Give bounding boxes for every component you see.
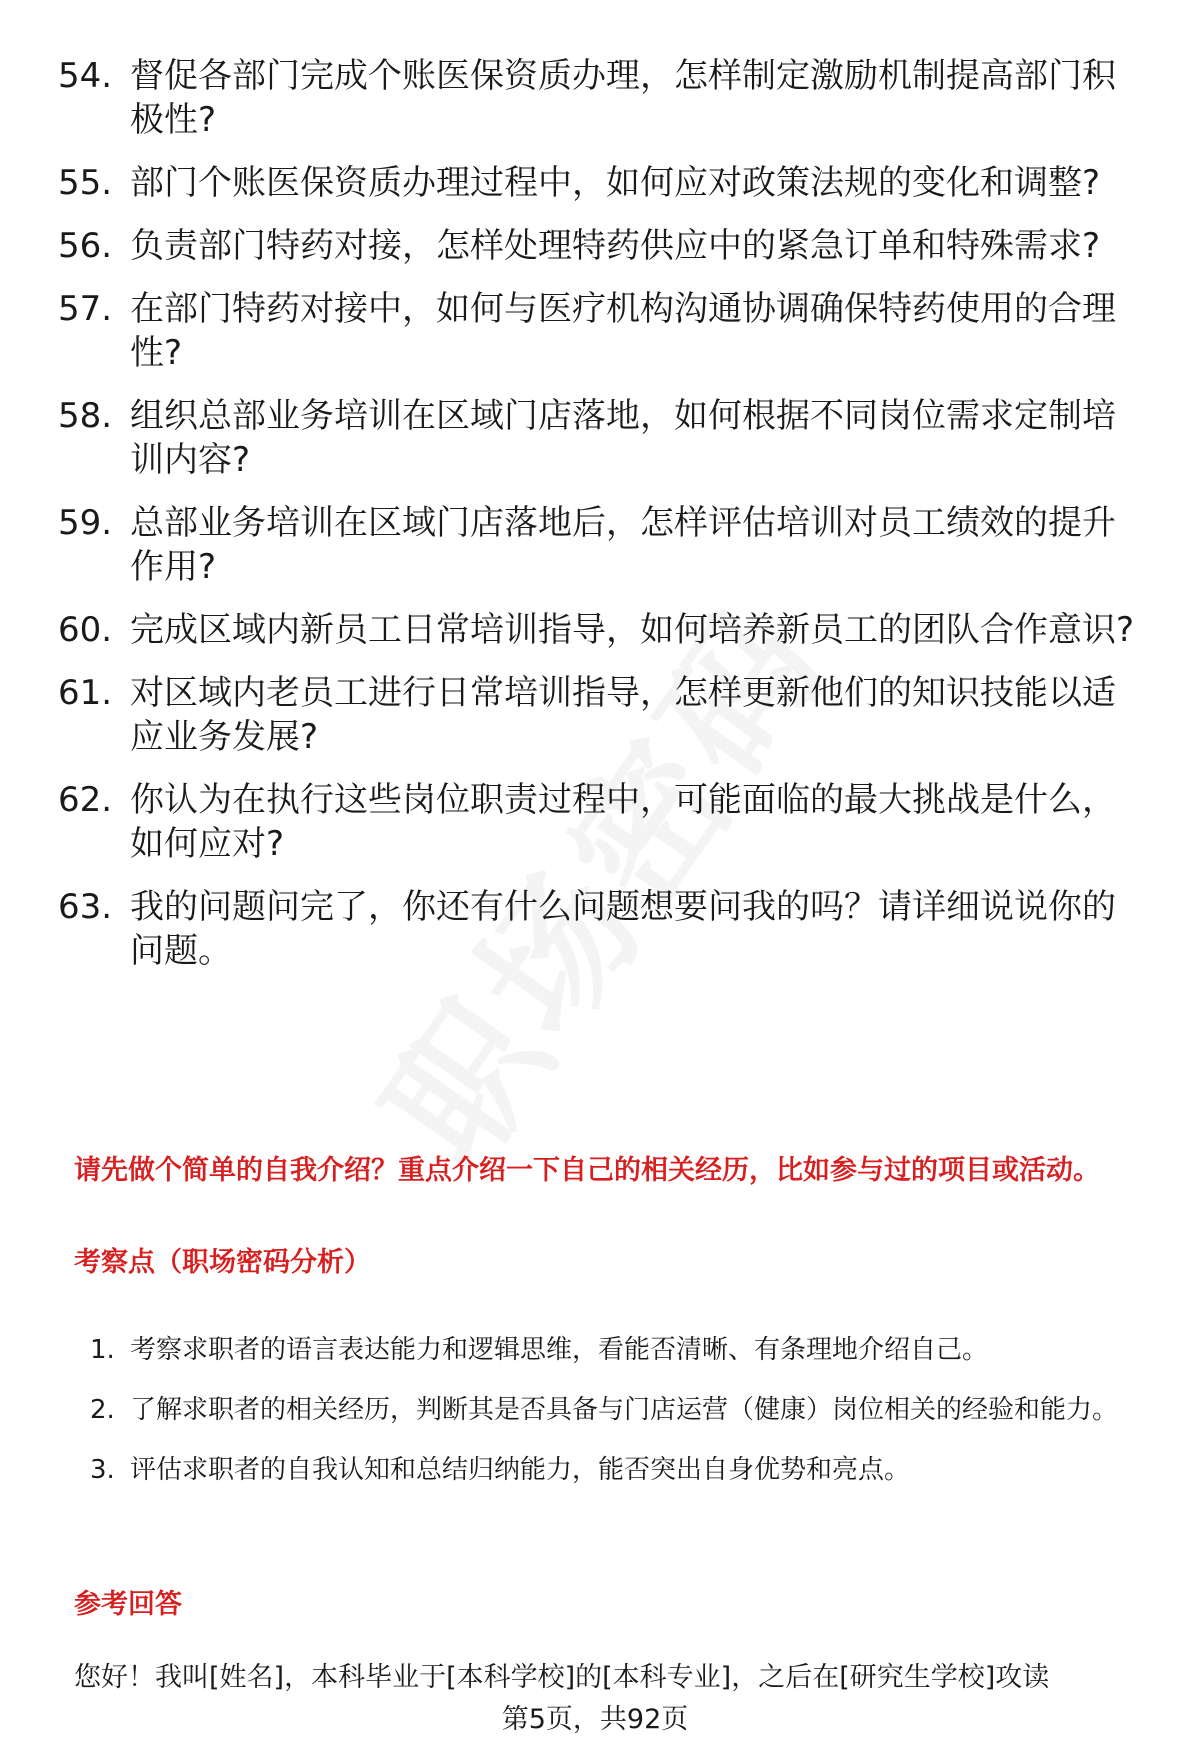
question-item <box>58 224 1148 268</box>
question-item <box>58 287 1148 375</box>
question-text: 在部门特药对接中，如何与医疗机构沟通协调确保特药使用的合理性? <box>130 289 1116 373</box>
point-number: 2. <box>90 1395 115 1425</box>
question-number: 56. <box>58 226 113 266</box>
question-number: 57. <box>58 289 113 329</box>
assessment-point <box>90 1320 1160 1380</box>
question-number: 58. <box>58 396 113 436</box>
assessment-points-title: 考察点（职场密码分析） <box>74 1247 371 1278</box>
question-number: 63. <box>58 887 113 927</box>
point-number: 1. <box>90 1335 115 1365</box>
question-number: 62. <box>58 780 113 820</box>
question-item <box>58 608 1148 652</box>
question-number: 59. <box>58 503 113 543</box>
question-list <box>58 54 1148 992</box>
question-number: 60. <box>58 610 113 650</box>
point-text: 了解求职者的相关经历，判断其是否具备与门店运营（健康）岗位相关的经验和能力。 <box>130 1395 1119 1425</box>
question-text: 组织总部业务培训在区域门店落地，如何根据不同岗位需求定制培训内容? <box>130 396 1116 480</box>
intro-question-heading: 请先做个简单的自我介绍？重点介绍一下自己的相关经历，比如参与过的项目或活动。 <box>74 1155 1100 1186</box>
question-text: 对区域内老员工进行日常培训指导，怎样更新他们的知识技能以适应业务发展? <box>130 673 1116 757</box>
question-item <box>58 885 1148 973</box>
page-footer: 第5页，共92页 <box>501 1704 689 1735</box>
question-text: 完成区域内新员工日常培训指导，如何培养新员工的团队合作意识? <box>130 610 1135 650</box>
question-text: 部门个账医保资质办理过程中，如何应对政策法规的变化和调整? <box>130 163 1101 203</box>
question-item <box>58 394 1148 482</box>
question-text: 我的问题问完了，你还有什么问题想要问我的吗？请详细说说你的问题。 <box>130 887 1116 971</box>
question-text: 总部业务培训在区域门店落地后，怎样评估培训对员工绩效的提升作用? <box>130 503 1116 587</box>
reference-answer-title: 参考回答 <box>74 1589 182 1620</box>
assessment-points-list <box>90 1320 1160 1500</box>
question-item <box>58 671 1148 759</box>
point-number: 3. <box>90 1455 115 1485</box>
assessment-point <box>90 1440 1160 1500</box>
question-text: 督促各部门完成个账医保资质办理，怎样制定激励机制提高部门积极性? <box>130 56 1116 140</box>
question-text: 负责部门特药对接，怎样处理特药供应中的紧急订单和特殊需求? <box>130 226 1101 266</box>
point-text: 评估求职者的自我认知和总结归纳能力，能否突出自身优势和亮点。 <box>130 1455 911 1485</box>
assessment-point <box>90 1380 1160 1440</box>
question-item <box>58 501 1148 589</box>
question-item <box>58 54 1148 142</box>
question-item <box>58 778 1148 866</box>
question-number: 54. <box>58 56 113 96</box>
question-number: 55. <box>58 163 113 203</box>
question-item <box>58 161 1148 205</box>
question-number: 61. <box>58 673 113 713</box>
reference-answer-text: 您好！我叫[姓名]，本科毕业于[本科学校]的[本科专业]，之后在[研究生学校]攻读 <box>74 1662 1050 1693</box>
point-text: 考察求职者的语言表达能力和逻辑思维，看能否清晰、有条理地介绍自己。 <box>130 1335 989 1365</box>
question-text: 你认为在执行这些岗位职责过程中，可能面临的最大挑战是什么，如何应对? <box>130 780 1116 864</box>
